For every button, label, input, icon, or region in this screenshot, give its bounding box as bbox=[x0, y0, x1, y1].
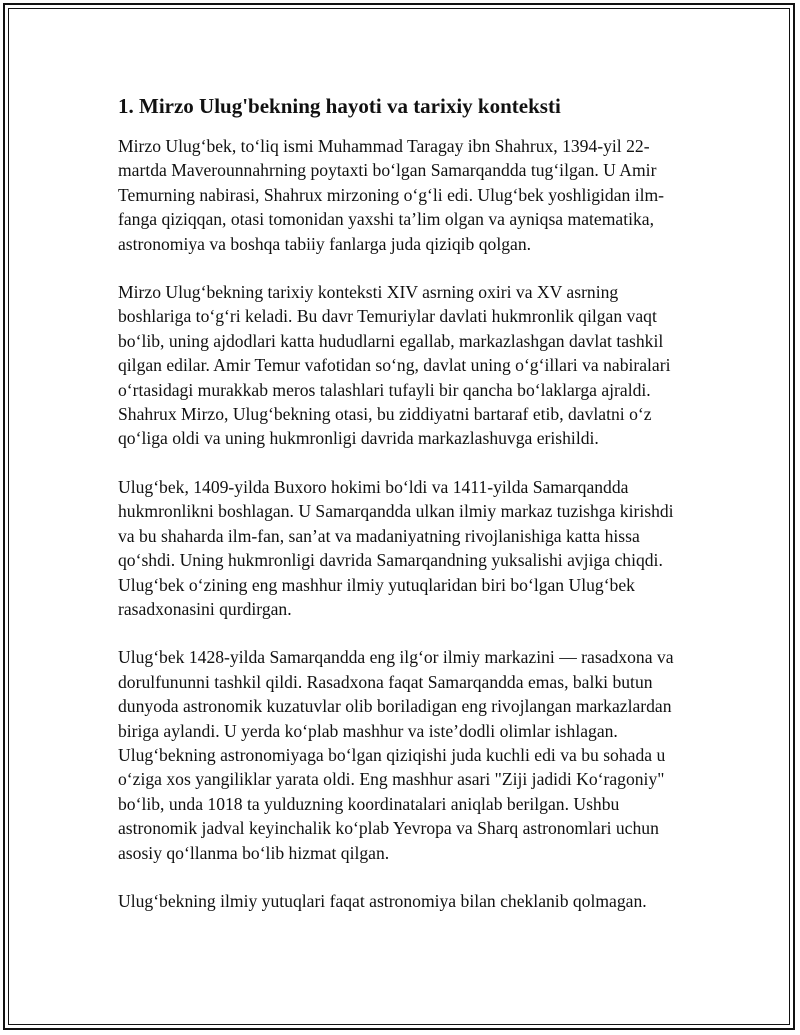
paragraph-5: Ulug‘bekning ilmiy yutuqlari faqat astronomiya bilan cheklanib qolmagan. bbox=[118, 890, 647, 911]
section-heading: 1. Mirzo Ulug'bekning hayoti va tarixiy konteksti bbox=[118, 94, 561, 118]
paragraph-3: Ulug‘bek, 1409-yilda Buxoro hokimi bo‘ldi va 1411-yilda Samarqandda hukmronlikni boshlagan. U Samarqandda ulkan ilmiy markaz tuzishga kirishdi va bu shaharda ilm-fan, san’at va madaniyatning rivojlanishiga katta hissa qo‘shdi. Uning hukmronligi davrida Samarqandning yuksalishi avjiga chiqdi. Ulug‘bek o‘zining eng mashhur ilmiy yutuqlaridan biri bo‘lgan Ulug‘bek rasadxonasini qurdirgan. bbox=[118, 476, 674, 619]
paragraph-2: Mirzo Ulug‘bekning tarixiy konteksti XIV asrning oxiri va XV asrning boshlariga to‘g‘ri keladi. Bu davr Temuriylar davlati hukmronlik qilgan vaqt bo‘lib, uning ajdodlari katta hududlarni egallab, markazlashgan davlat tashkil qilgan edilar. Amir Temur vafotidan so‘ng, davlat uning o‘g‘illari va nabiralari o‘rtasidagi murakkab meros talashlari tufayli bir qancha bo‘laklarga ajraldi. Shahrux Mirzo, Ulug‘bekning otasi, bu ziddiyatni bartaraf etib, davlatni o‘z qo‘liga oldi va uning hukmronligi davrida markazlashuvga erishildi. bbox=[118, 282, 671, 449]
document-body bbox=[118, 92, 688, 937]
paragraph-1: Mirzo Ulug‘bek, to‘liq ismi Muhammad Taragay ibn Shahrux, 1394-yil 22-martda Maverounnahrning poytaxti bo‘lgan Samarqandda tug‘ilgan. U Amir Temurning nabirasi, Shahrux mirzoning o‘g‘li edi. Ulug‘bek yoshligidan ilm-fanga qiziqqan, otasi tomonidan yaxshi ta’lim olgan va ayniqsa matematika, astronomiya va boshqa tabiiy fanlarga juda qiziqib qolgan. bbox=[118, 136, 665, 254]
paragraph-4: Ulug‘bek 1428-yilda Samarqandda eng ilg‘or ilmiy markazini — rasadxona va dorulfununni tashkil qildi. Rasadxona faqat Samarqandda emas, balki butun dunyoda astronomik kuzatuvlar olib boriladigan eng rivojlangan markazlardan biriga aylandi. U yerda ko‘plab mashhur va iste’dodli olimlar ishlagan. Ulug‘bekning astronomiyaga bo‘lgan qiziqishi juda kuchli edi va bu sohada u o‘ziga xos yangiliklar yarata oldi. Eng mashhur asari "Ziji jadidi Ko‘ragoniy" bo‘lib, unda 1018 ta yulduzning koordinatalari aniqlab berilgan. Ushbu astronomik jadval keyinchalik ko‘plab Yevropa va Sharq astronomlari uchun asosiy qo‘llanma bo‘lib hizmat qilgan. bbox=[118, 647, 674, 863]
